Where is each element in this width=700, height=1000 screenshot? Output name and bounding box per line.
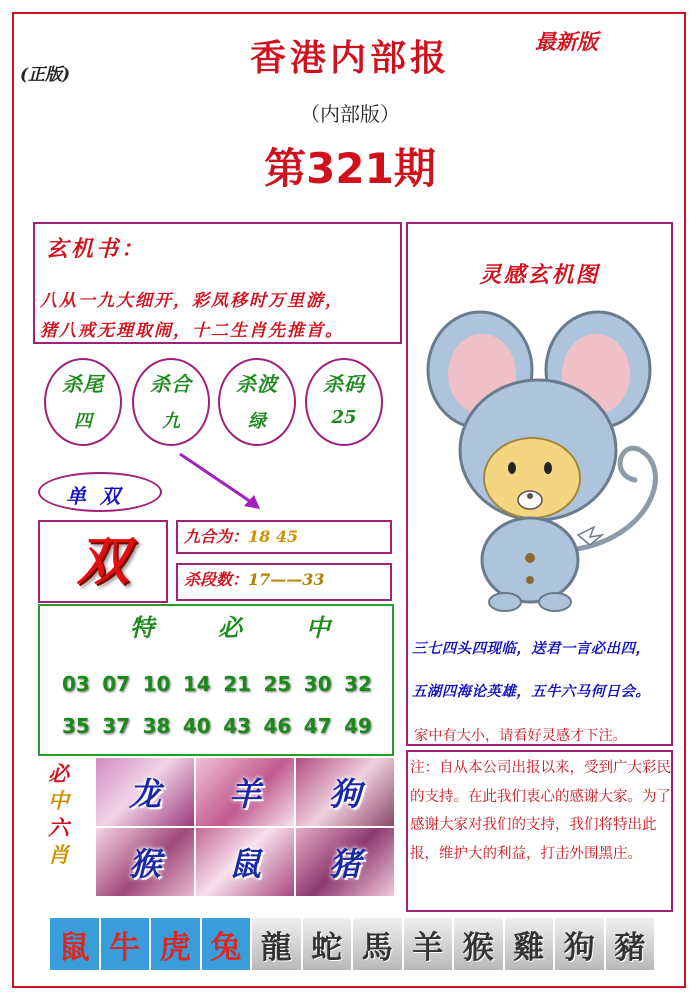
- zodiac-tile: 兔: [202, 918, 251, 970]
- title-char: 特: [130, 613, 154, 642]
- jiuhe-box: [176, 520, 392, 554]
- mouse-illustration: [420, 300, 670, 620]
- number: 37: [102, 714, 131, 738]
- notice-text: 注：自从本公司出报以来，受到广大彩民的支持。在此我们衷心的感谢大家。为了感谢大家对我们的支持，我们将特出此报，维护大的利益，打击外围黑庄。: [410, 760, 671, 862]
- number: 10: [142, 672, 171, 696]
- zodiac-tile: 羊: [404, 918, 453, 970]
- label-char: 肖: [48, 842, 69, 867]
- latest-edition-label: 最新版: [535, 29, 598, 54]
- zodiac-tile: 馬: [353, 918, 402, 970]
- zodiac-tile: 狗: [296, 758, 394, 826]
- oval-kill-wave: [218, 358, 296, 446]
- inspiration-line-1: 三七四头四现临，送君一言必出四，: [412, 640, 651, 657]
- number: 47: [303, 714, 332, 738]
- zodiac-tile: 豬: [606, 918, 655, 970]
- zhengban-label: (正版): [20, 65, 71, 85]
- jiuhe-label: 九合为：: [184, 527, 249, 546]
- number: 32: [344, 672, 372, 696]
- odd-even-oval: [38, 472, 162, 512]
- oval-label: 杀码: [323, 372, 365, 396]
- number: 30: [303, 672, 332, 696]
- zodiac-tile: 鼠: [50, 918, 99, 970]
- oval-kill-number: [305, 358, 383, 446]
- oval-label: 杀合: [150, 372, 192, 396]
- even-result-box: [38, 520, 168, 603]
- inspiration-line-3: 家中有大小，请看好灵感才下注。: [414, 728, 627, 744]
- issue-number: 第321期: [264, 144, 436, 193]
- oval-label: 杀尾: [62, 372, 104, 396]
- title-char: 必: [218, 613, 242, 642]
- oval-label: 杀波: [236, 372, 278, 396]
- number: 25: [263, 672, 292, 696]
- number: 14: [182, 672, 211, 696]
- zodiac-tile: 猪: [296, 828, 394, 896]
- oval-value: 九: [162, 411, 180, 432]
- six-zodiac-label: [48, 760, 88, 868]
- six-zodiac-grid: [96, 758, 394, 896]
- arrow-icon: [170, 448, 270, 518]
- xuanji-line-2: 猪八戒无理取闹，十二生肖先推首。: [40, 321, 344, 341]
- special-numbers-title: [130, 608, 330, 643]
- zodiac-tile: 鼠: [196, 828, 294, 896]
- zodiac-tile: 虎: [151, 918, 200, 970]
- kill-segment-value: 17——33: [248, 570, 325, 589]
- inspiration-title: 灵感玄机图: [479, 262, 600, 288]
- xuanji-line-1: 八从一九大细开，彩凤移时万里游，: [40, 291, 344, 311]
- number: 40: [182, 714, 211, 738]
- zodiac-tile: 猴: [454, 918, 503, 970]
- zodiac-tile: 牛: [101, 918, 150, 970]
- label-char: 必: [48, 761, 69, 786]
- number: 49: [344, 714, 372, 738]
- number: 35: [62, 714, 90, 738]
- zodiac-tile: 羊: [196, 758, 294, 826]
- number: 03: [62, 672, 90, 696]
- number: 43: [223, 714, 252, 738]
- zodiac-tile: 龙: [96, 758, 194, 826]
- even-result-text: 双: [76, 531, 129, 592]
- oval-kill-sum: [132, 358, 210, 446]
- zodiac-tile: 龍: [252, 918, 301, 970]
- oval-value: 25: [331, 407, 357, 428]
- label-char: 六: [48, 815, 69, 840]
- number: 07: [102, 672, 131, 696]
- number-row-2: [62, 714, 372, 738]
- page-subtitle: （内部版）: [300, 102, 400, 126]
- kill-segment-label: 杀段数：: [184, 570, 249, 589]
- zodiac-tile: 狗: [555, 918, 604, 970]
- zodiac-tile: 雞: [505, 918, 554, 970]
- number: 38: [142, 714, 171, 738]
- number-row-1: [62, 672, 372, 696]
- title-char: 中: [306, 613, 330, 642]
- page-title: 香港内部报: [249, 37, 450, 79]
- odd-even-label: 单双: [66, 484, 134, 508]
- zodiac-bar: [50, 918, 654, 970]
- label-char: 中: [48, 788, 69, 813]
- xuanji-title: 玄机书：: [46, 236, 147, 262]
- number: 21: [223, 672, 252, 696]
- oval-kill-tail: [44, 358, 122, 446]
- oval-value: 四: [74, 411, 92, 432]
- kill-segment-box: [176, 563, 392, 601]
- inspiration-line-2: 五湖四海论英雄，五牛六马何日会。: [412, 683, 651, 700]
- oval-value: 绿: [248, 411, 266, 432]
- number: 46: [263, 714, 292, 738]
- zodiac-tile: 猴: [96, 828, 194, 896]
- zodiac-tile: 蛇: [303, 918, 352, 970]
- jiuhe-value: 18 45: [248, 527, 299, 546]
